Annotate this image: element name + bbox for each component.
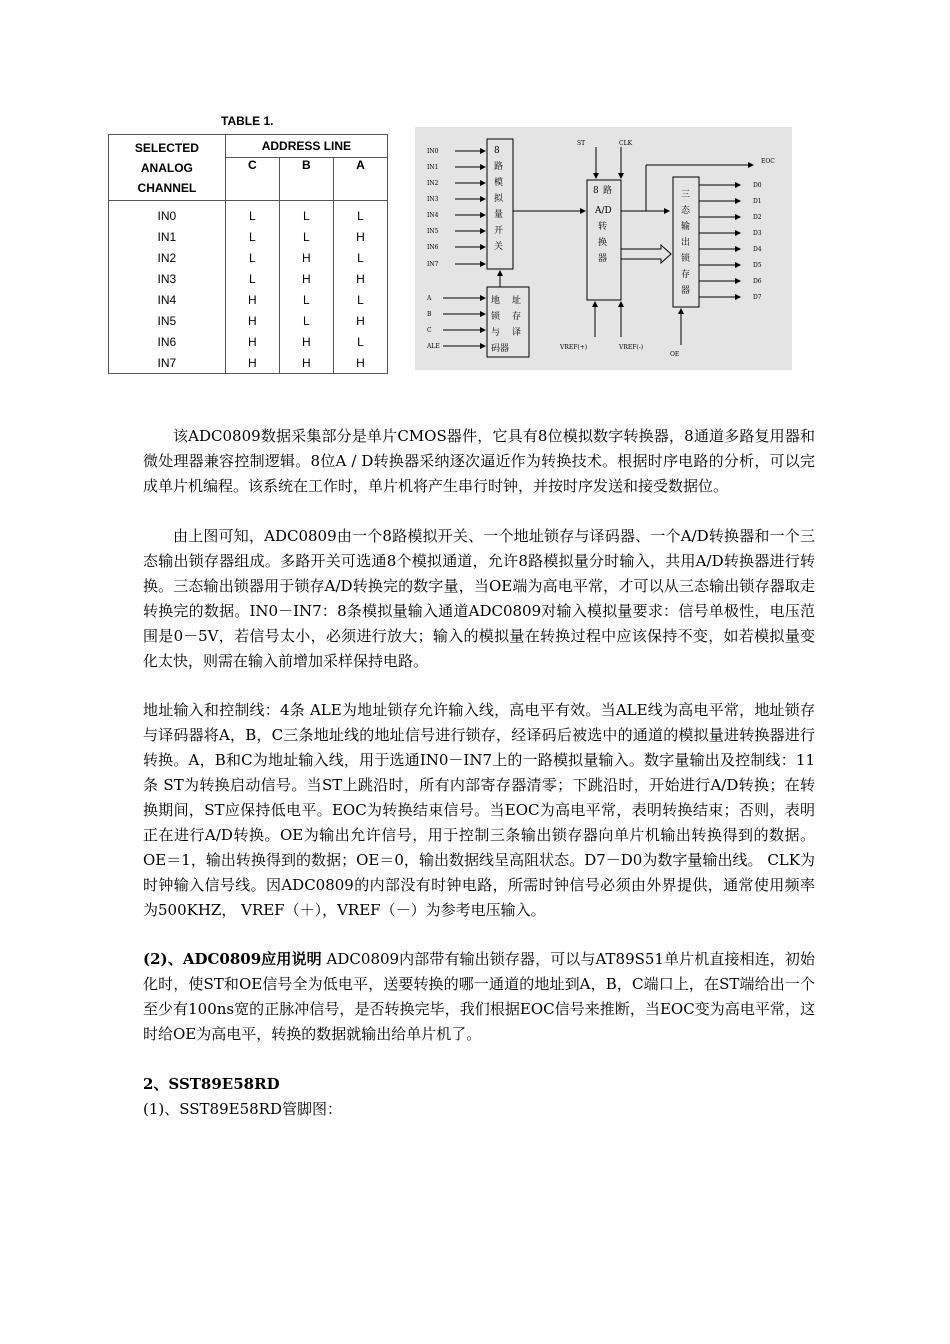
table-row: IN4 H L L (109, 289, 388, 310)
svg-text:态: 态 (681, 206, 691, 216)
svg-text:锁: 锁 (491, 312, 501, 322)
table-title: TABLE 1. (221, 114, 274, 128)
latch-text: 地 (491, 296, 501, 306)
in2-label: IN2 (427, 180, 439, 187)
table-row: IN5 H L H (109, 310, 388, 331)
svg-text:存: 存 (681, 270, 691, 280)
in1-label: IN1 (427, 164, 439, 171)
subsection-heading: (1)、SST89E58RD管脚图： (143, 1100, 342, 1118)
svg-text:换: 换 (598, 238, 608, 248)
svg-text:A/D: A/D (595, 206, 612, 216)
d3-label: D3 (753, 230, 762, 237)
address-table (108, 134, 388, 374)
oe-label: OE (670, 351, 680, 358)
svg-text:译: 译 (512, 328, 522, 338)
d2-label: D2 (753, 214, 762, 221)
ale-label: ALE (427, 343, 440, 350)
clk-label: CLK (619, 140, 633, 147)
b-label: B (427, 311, 432, 318)
application-heading: (2)、ADC0809应用说明 (143, 950, 322, 968)
table-row: IN7 H H H (109, 352, 388, 374)
eoc-label: EOC (761, 158, 775, 165)
col-header-b: B (279, 158, 333, 201)
table-row: IN2 L H L (109, 247, 388, 268)
paragraph-structure: 由上图可知，ADC0809由一个8路模拟开关、一个地址锁存与译码器、一个A/D转换器和一个三态输出锁存器组成。多路开关可选通8个模拟通道，允许8路模拟量分时输入，共用A/D转换器进行转换。三态输出锁器用于锁存A/D转换完的数字量，当OE端为高电平常，才可以从三态输出锁存器取走转换完的数据。IN0－IN7：8条模拟量输入通道ADC0809对输入模拟量要求：信号单极性，电压范围是0－5V，若信号太小，必须进行放大；输入的模拟量在转换过程中应该保持不变，如若模拟量变化太快，则需在输入前增加采样保持电路。 (143, 527, 815, 670)
selected-channel-header: SELECTED ANALOG CHANNEL (109, 135, 226, 201)
svg-text:与: 与 (491, 328, 501, 338)
in7-label: IN7 (427, 261, 439, 268)
d4-label: D4 (753, 246, 762, 253)
svg-text:器: 器 (681, 286, 691, 296)
svg-text:模: 模 (494, 178, 504, 188)
table-row: IN1 L L H (109, 226, 388, 247)
out-latch-text: 三 (681, 190, 691, 200)
address-line-header: ADDRESS LINE (225, 135, 387, 158)
svg-text:拟: 拟 (494, 194, 504, 204)
svg-text:锁: 锁 (681, 254, 691, 264)
in4-label: IN4 (427, 212, 439, 219)
svg-text:量: 量 (494, 210, 504, 220)
col-header-a: A (333, 158, 387, 201)
d5-label: D5 (753, 262, 762, 269)
c-label: C (427, 327, 432, 334)
svg-text:转: 转 (598, 222, 608, 232)
svg-text:存: 存 (512, 312, 522, 322)
d1-label: D1 (753, 198, 762, 205)
table-row: IN3 L H H (109, 268, 388, 289)
st-label: ST (577, 140, 586, 147)
d6-label: D6 (753, 278, 762, 285)
svg-text:码器: 码器 (491, 344, 510, 354)
a-label: A (427, 295, 432, 302)
table-row: IN0 L L L (109, 201, 388, 227)
paragraph-application: (2)、ADC0809应用说明 ADC0809内部带有输出锁存器，可以与AT89S51单片机直接相连，初始化时，使ST和OE信号全为低电平，送要转换的哪一通道的地址到A，B，C端口上，在ST端给出一个至少有100ns宽的正脉冲信号，是否转换完毕，我们根据EOC信号来推断，当EOC变为高电平常，这时给OE为高电平，转换的数据就输出给单片机了。 (143, 950, 815, 1043)
svg-text:路: 路 (603, 186, 613, 196)
col-header-c: C (225, 158, 279, 201)
svg-text:路: 路 (494, 162, 504, 172)
svg-text:关: 关 (494, 242, 504, 252)
in5-label: IN5 (427, 228, 439, 235)
svg-text:器: 器 (598, 254, 608, 264)
diagram-svg (415, 127, 792, 370)
adc0809-block-diagram (415, 127, 792, 370)
table-row: IN6 H H L (109, 331, 388, 352)
svg-text:开: 开 (494, 226, 504, 236)
paragraph-control-lines: 地址输入和控制线：4条 ALE为地址锁存允许输入线，高电平有效。当ALE线为高电平常，地址锁存与译码器将A，B，C三条地址线的地址信号进行锁存，经译码后被选中的通道的模拟量进转换器进行转换。A，B和C为地址输入线，用于选通IN0－IN7上的一路模拟量输入。数字量输出及控制线：11条 ST为转换启动信号。当ST上跳沿时，所有内部寄存器清零；下跳沿时，开始进行A/D转换；在转换期间，ST应保持低电平。EOC为转换结束信号。当EOC为高电平常，表明转换结束；否则，表明正在进行A/D转换。OE为输出允许信号，用于控制三条输出锁存器向单片机输出转换得到的数据。OE＝1，输出转换得到的数据；OE＝0，输出数据线呈高阻状态。D7－D0为数字量输出线。 CLK为时钟输入信号线。因ADC0809的内部没有时钟电路，所需时钟信号必须由外界提供，通常使用频率为500KHZ， VREF（＋），VREF（－）为参考电压输入。 (143, 701, 815, 919)
in0-label: IN0 (427, 148, 439, 155)
vref-neg-label: VREF(-) (619, 344, 644, 351)
svg-text:输: 输 (681, 222, 691, 232)
mux-text: 8 (494, 146, 500, 156)
vref-pos-label: VREF(+) (560, 344, 588, 351)
d7-label: D7 (753, 294, 762, 301)
svg-text:出: 出 (681, 238, 691, 248)
section-heading: 2、SST89E58RD (143, 1075, 280, 1093)
in3-label: IN3 (427, 196, 439, 203)
adc-text: 8 (593, 186, 599, 196)
d0-label: D0 (753, 182, 762, 189)
in6-label: IN6 (427, 244, 439, 251)
svg-text:址: 址 (512, 296, 522, 306)
paragraph-intro: 该ADC0809数据采集部分是单片CMOS器件，它具有8位模拟数字转换器，8通道多路复用器和微处理器兼容控制逻辑。8位A / D转换器采纳逐次逼近作为转换技术。根据时序电路的分析，可以完成单片机编程。该系统在工作时，单片机将产生串行时钟，并按时序发送和接受数据位。 (143, 427, 815, 495)
